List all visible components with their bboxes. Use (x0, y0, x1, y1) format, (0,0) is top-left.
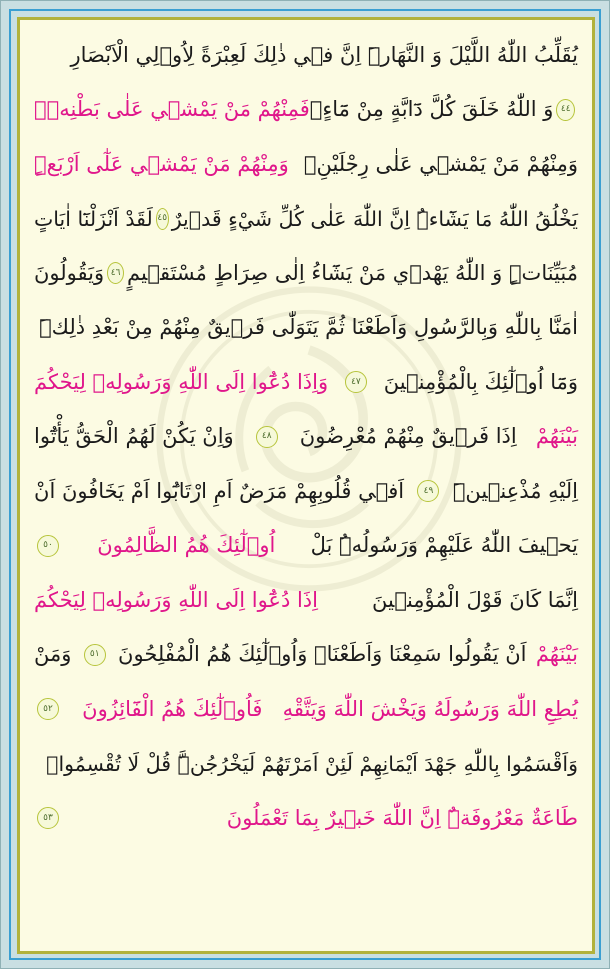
ayah-number-marker: ٤٥ (156, 208, 169, 230)
ayah-number-marker: ٥١ (84, 644, 106, 666)
highlighted-verse-text: بَيْنَهُمْ (535, 642, 578, 667)
text-line (34, 192, 578, 247)
verse-text: اِلَيْهِ مُذْعِن۪ينَۜ (452, 478, 578, 503)
text-line (34, 682, 578, 737)
ayah-number-marker: ٤٦ (107, 262, 124, 284)
text-lines (34, 28, 578, 943)
verse-text: يَخْلُقُ اللّٰهُ مَا يَشَٓاءُۜ اِنَّ اللّٰهَ عَلٰى كُلِّ شَيْءٍ قَد۪يرٌ (171, 206, 578, 231)
text-line (34, 737, 578, 792)
ayah-number-marker: ٥٣ (37, 807, 59, 829)
highlighted-verse-text: وَاِذَا دُعُٓوا اِلَى اللّٰهِ وَرَسُولِه۪ لِيَحْكُمَ (34, 369, 329, 394)
text-line (34, 355, 578, 410)
highlighted-verse-text: طَاعَةٌ مَعْرُوفَةٌۜ اِنَّ اللّٰهَ خَب۪يرٌ بِمَا تَعْمَلُونَ (226, 805, 578, 830)
ayah-number-marker: ٥٢ (37, 698, 59, 720)
highlighted-verse-text: اِذَا دُعُٓوا اِلَى اللّٰهِ وَرَسُولِه۪ لِيَحْكُمَ (34, 587, 318, 612)
text-line (34, 519, 578, 574)
verse-text: اٰمَنَّا بِاللّٰهِ وَبِالرَّسُولِ وَاَطَعْنَا ثُمَّ يَتَوَلّٰى فَر۪يقٌ مِنْهُمْ مِنْ بَعْدِ ذٰلِكَۜ (39, 315, 578, 340)
verse-text: لَقَدْ اَنْزَلْنَٓا اٰيَاتٍ (34, 206, 153, 231)
text-line (34, 301, 578, 356)
verse-text: اِذَا فَر۪يقٌ مِنْهُمْ مُعْرِضُونَ (299, 424, 517, 449)
text-line (34, 28, 578, 83)
text-line (34, 628, 578, 683)
verse-text: وَ اللّٰهُ خَلَقَ كُلَّ دَٓابَّةٍ مِنْ مَٓاءٍۚ (309, 97, 554, 122)
verse-text: اِنَّمَا كَانَ قَوْلَ الْمُؤْمِن۪ينَ (372, 587, 578, 612)
verse-text: وَاَقْسَمُوا بِاللّٰهِ جَهْدَ اَيْمَانِهِمْ لَئِنْ اَمَرْتَهُمْ لَيَخْرُجُنَّۜ قُلْ لَا تُقْسِمُواۚ (46, 751, 578, 776)
verse-text: وَاِنْ يَكُنْ لَهُمُ الْحَقُّ يَأْتُٓوا (34, 424, 234, 449)
verse-text: اَف۪ي قُلُوبِهِمْ مَرَضٌ اَمِ ارْتَابُٓوا اَمْ يَخَافُونَ اَنْ (34, 478, 405, 503)
text-line (34, 246, 578, 301)
mushaf-page (17, 17, 595, 954)
ayah-number-marker: ٤٤ (556, 99, 575, 121)
text-line (34, 410, 578, 465)
text-line (34, 464, 578, 519)
highlighted-verse-text: وَمِنْهُمْ مَنْ يَمْش۪ي عَلٰٓى اَرْبَعٍۜ (34, 151, 289, 176)
verse-text: يُقَلِّبُ اللّٰهُ اللَّيْلَ وَ النَّهَارَۜ اِنَّ ف۪ي ذٰلِكَ لَعِبْرَةً لِاُو۬لِي الْاَبْصَارِ (70, 42, 578, 67)
verse-text: يَح۪يفَ اللّٰهُ عَلَيْهِمْ وَرَسُولُهُۜ بَلْ (310, 533, 578, 558)
highlighted-verse-text: فَمِنْهُمْ مَنْ يَمْش۪ي عَلٰى بَطْنِه۪ۚ (34, 97, 310, 122)
verse-text: وَيَقُولُونَ (34, 260, 105, 285)
text-line (34, 83, 578, 138)
highlighted-verse-text: بَيْنَهُمْ (535, 424, 578, 449)
ayah-number-marker: ٤٩ (417, 480, 439, 502)
text-line (34, 137, 578, 192)
highlighted-verse-text: يُطِعِ اللّٰهَ وَرَسُولَهُ وَيَخْشَ اللّٰهَ وَيَتَّقْهِ (282, 696, 578, 721)
verse-text: وَمِنْهُمْ مَنْ يَمْش۪ي عَلٰى رِجْلَيْنِۚ (303, 151, 578, 176)
verse-text: مُبَيِّنَاتٍۜ وَ اللّٰهُ يَهْد۪ي مَنْ يَشَٓاءُ اِلٰى صِرَاطٍ مُسْتَق۪يمٍ (127, 260, 578, 285)
text-line (34, 791, 578, 846)
verse-text: اَنْ يَقُولُوا سَمِعْنَا وَاَطَعْنَاۜ وَاُو۬لٰٓئِكَ هُمُ الْمُفْلِحُونَ (118, 642, 527, 667)
verse-text: وَمَٓا اُو۬لٰٓئِكَ بِالْمُؤْمِن۪ينَ (383, 369, 578, 394)
verse-text: وَمَنْ (34, 642, 72, 667)
text-line (34, 573, 578, 628)
highlighted-verse-text: اُو۬لٰٓئِكَ هُمُ الظَّالِمُونَ (97, 533, 276, 558)
highlighted-verse-text: فَاُو۬لٰٓئِكَ هُمُ الْفَٓائِزُونَ (82, 696, 263, 721)
ayah-number-marker: ٤٧ (345, 371, 367, 393)
ayah-number-marker: ٤٨ (256, 426, 278, 448)
ayah-number-marker: ٥٠ (37, 535, 59, 557)
